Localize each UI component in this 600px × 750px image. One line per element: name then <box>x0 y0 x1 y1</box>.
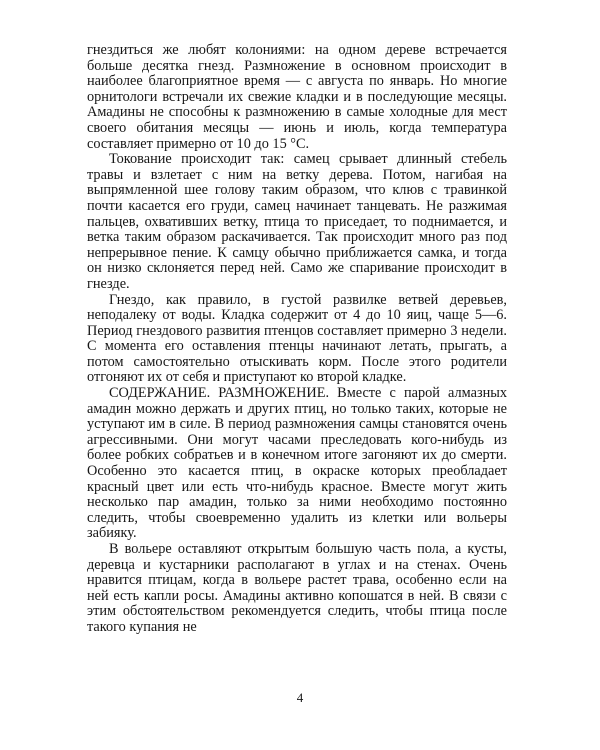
page-text <box>87 43 507 636</box>
paragraph-1: гнездиться же любят колониями: на одном дереве встречается больше десятка гнезд. Размножение в основном происходит в наиболее благоприятное время — с августа по январь. Но многие орнитологи встречали их свежие кладки и в последующие месяцы. Амадины не способны к размножению в самые холодные для мест своего обитания месяцы — июнь и июль, когда температура составляет примерно от 10 до 15 °С. <box>87 42 507 152</box>
paragraph-2: Токование происходит так: самец срывает длинный стебель травы и взлетает с ним на ветку дерева. Потом, нагибая на выпрямленной шее голову таким образом, что клюв с травинкой почти касается его груди, самец начинает танцевать. Не разжимая пальцев, охвативших ветку, птица то приседает, то поднимается, и ветка таким образом раскачивается. Так происходит много раз под непрерывное пение. К самцу обычно приближается самка, и тогда он низко склоняется перед ней. Само же спаривание происходит в гнезде. <box>87 151 507 292</box>
paragraph-5: В вольере оставляют открытым большую часть пола, а кусты, деревца и кустарники располагают в углах и на стенах. Очень нравится птицам, когда в вольере растет трава, особенно если на ней есть капли росы. Амадины активно копошатся в ней. В связи с этим обстоятельством рекомендуется следить, чтобы птица после такого купания не <box>87 541 507 635</box>
paragraph-3: Гнездо, как правило, в густой развилке ветвей деревьев, неподалеку от воды. Кладка содержит от 4 до 10 яиц, чаще 5—6. Период гнездового развития птенцов составляет примерно 3 недели. С момента его оставления птенцы начинают летать, прыгать, а потом самостоятельно отыскивать корм. После этого родители отгоняют их от себя и приступают ко второй кладке. <box>87 291 507 386</box>
paragraph-4: СОДЕРЖАНИЕ. РАЗМНОЖЕНИЕ. Вместе с парой алмазных амадин можно держать и других птиц, но только таких, которые не уступают им в силе. В период размножения самцы становятся очень агрессивными. Они могут часами преследовать кого-нибудь из более робких собратьев и в конечном итоге загоняют их до смерти. Особенно это касается птиц, в окраске которых преобладает красный цвет или есть что-нибудь красное. Вместе могут жить несколько пар амадин, только за ними необходимо постоянно следить, чтобы своевременно удалить из клетки или вольеры забияку. <box>87 385 507 542</box>
page-number: 4 <box>296 690 304 705</box>
